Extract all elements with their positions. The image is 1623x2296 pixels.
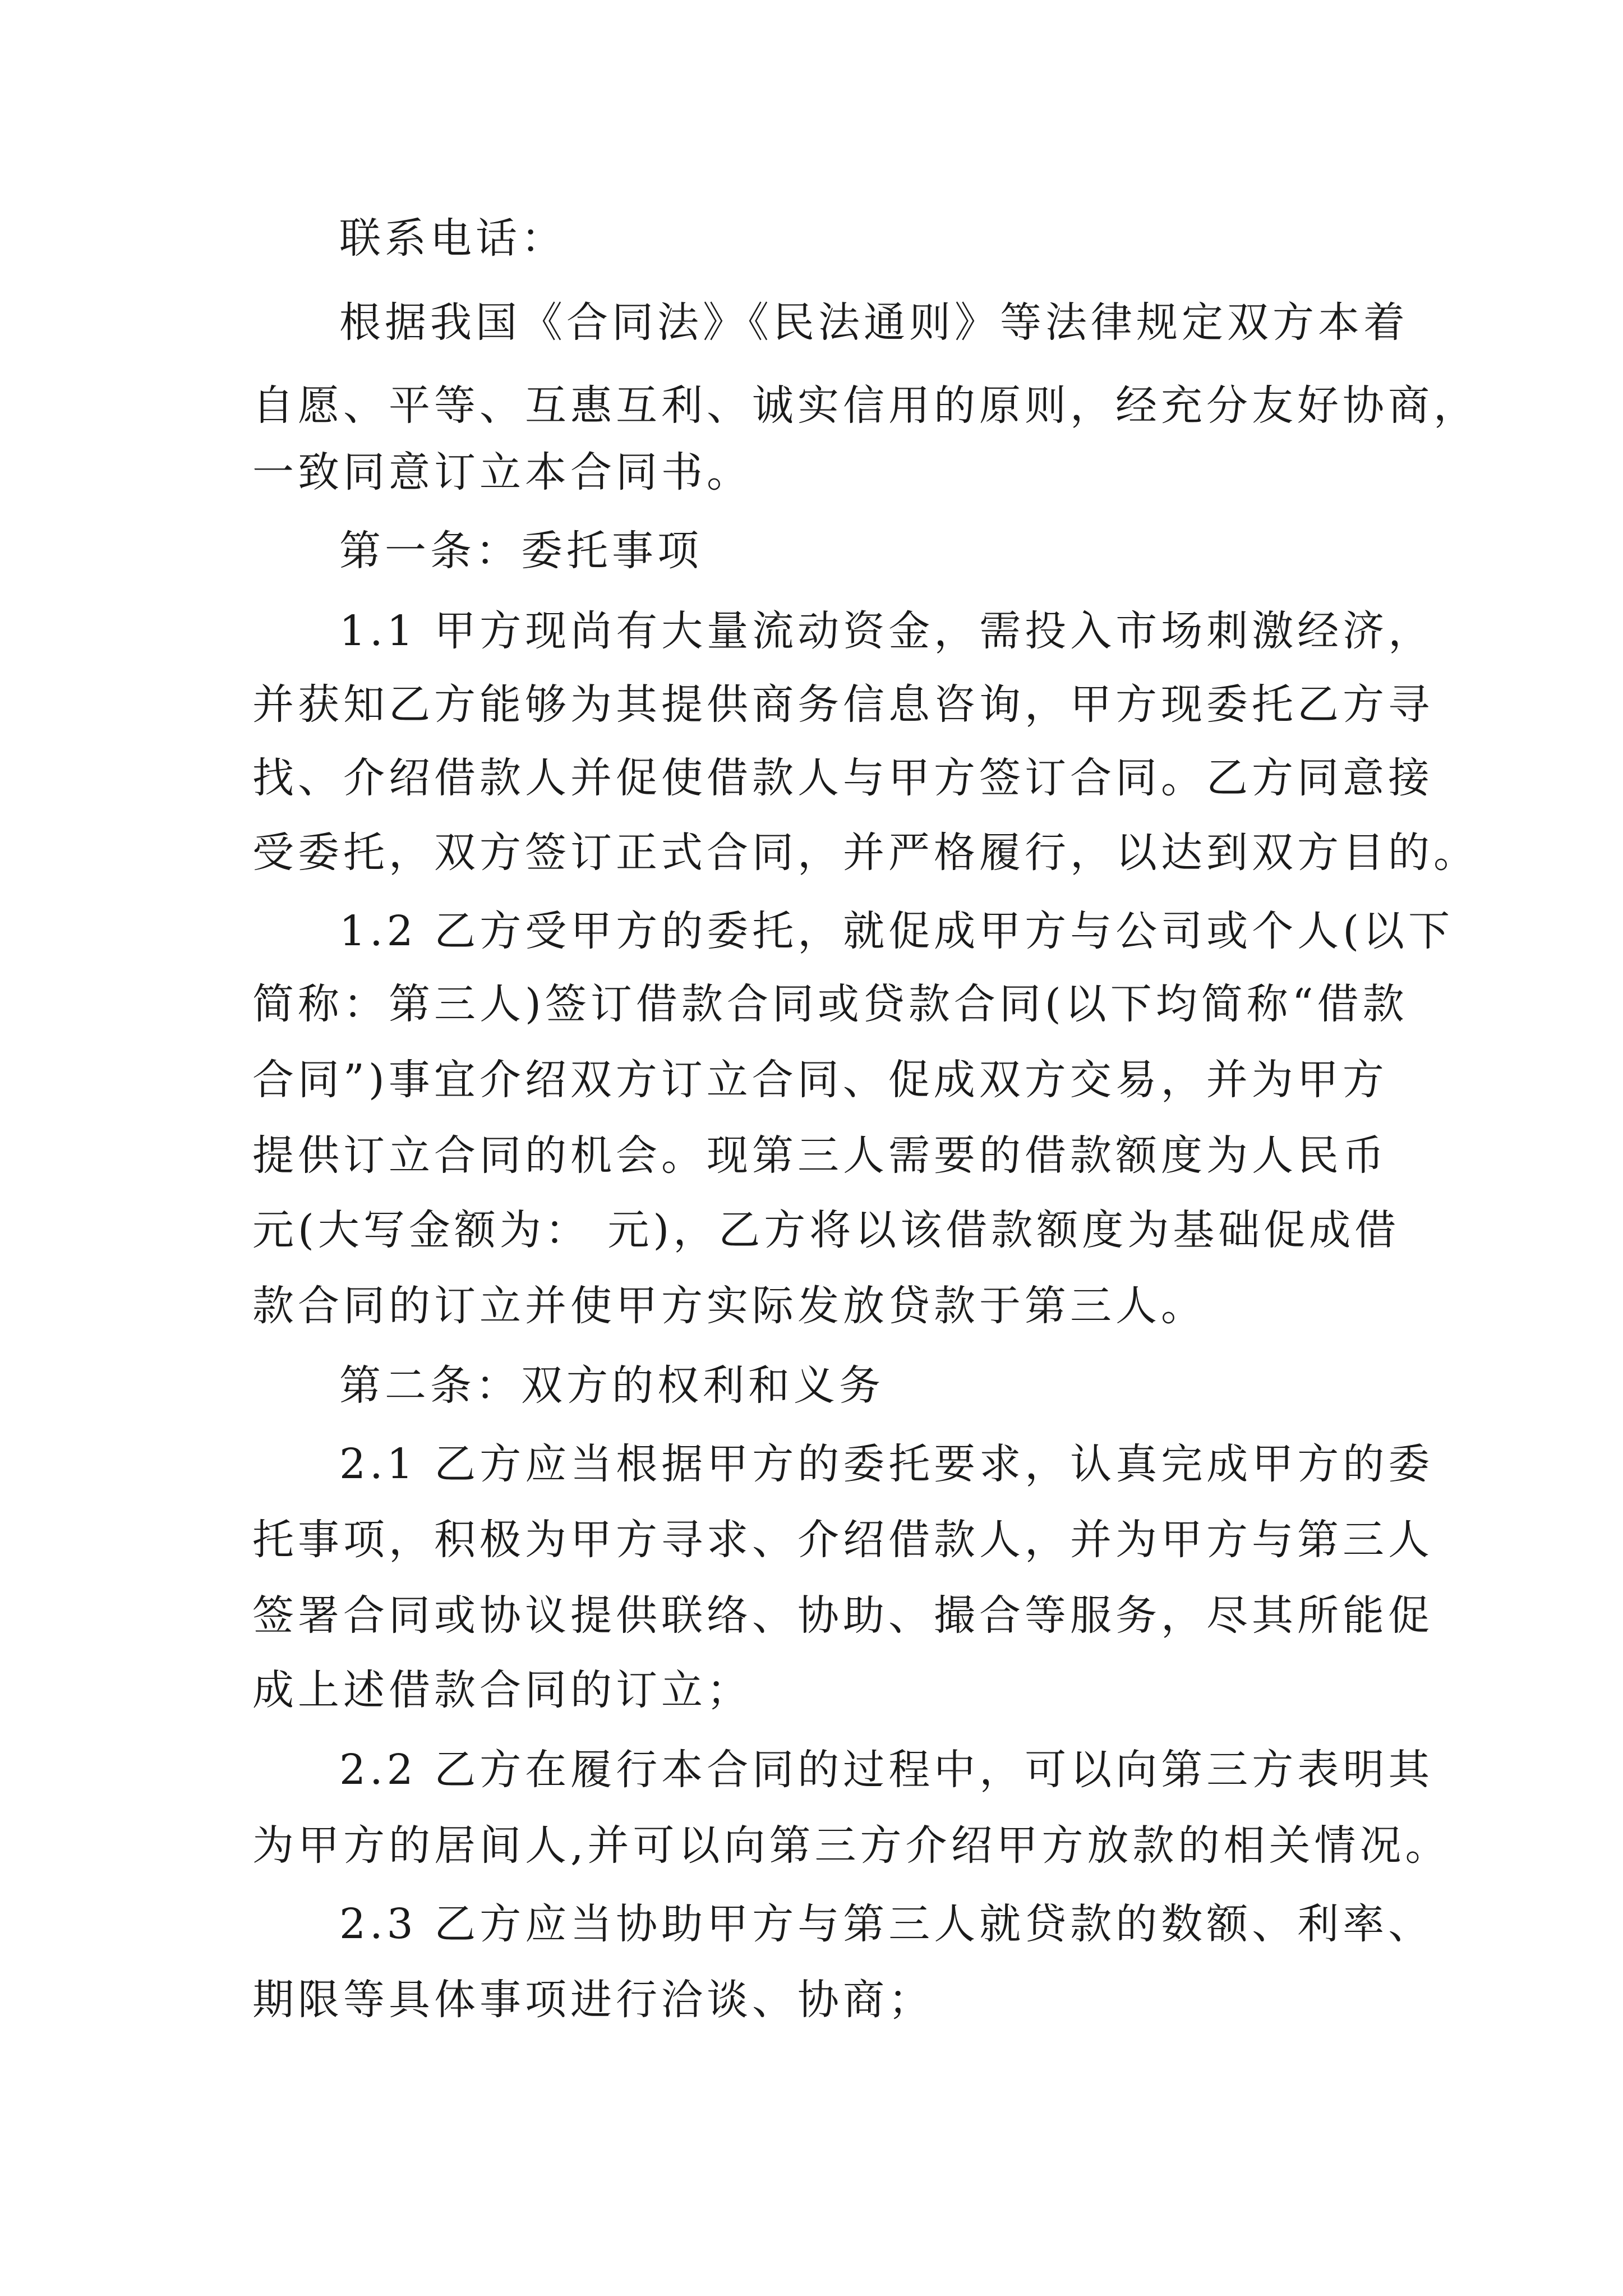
clause-1-2-line: 简称：第三人)签订借款合同或贷款合同(以下均简称“借款: [252, 980, 1408, 1028]
clause-2-3-line: 2.3 乙方应当协助甲方与第三人就贷款的数额、利率、: [339, 1900, 1434, 1948]
clause-1-1-line: 并获知乙方能够为其提供商务信息咨询，甲方现委托乙方寻: [252, 680, 1433, 729]
clause-2-2-line: 2.2 乙方在履行本合同的过程中，可以向第三方表明其: [339, 1746, 1434, 1794]
preamble-line: 一致同意订立本合同书。: [252, 448, 752, 496]
clause-1-2-line: 款合同的订立并使甲方实际发放贷款于第三人。: [252, 1282, 1206, 1330]
clause-2-2-line: 为甲方的居间人,并可以向第三方介绍甲方放款的相关情况。: [252, 1821, 1451, 1870]
clause-1-1-line: 1.1 甲方现尚有大量流动资金，需投入市场刺激经济，: [339, 607, 1434, 655]
article-2-heading: 第二条：双方的权利和义务: [339, 1361, 884, 1410]
clause-2-1-line: 签署合同或协议提供联络、协助、撮合等服务，尽其所能促: [252, 1591, 1433, 1640]
clause-1-2-line: 元(大写金额为： 元)，乙方将以该借款额度为基础促成借: [252, 1206, 1400, 1254]
clause-2-1-line: 2.1 乙方应当根据甲方的委托要求，认真完成甲方的委: [339, 1440, 1434, 1488]
preamble-line: 根据我国《合同法》《民法通则》等法律规定双方本着: [339, 298, 1409, 347]
article-1-heading: 第一条：委托事项: [339, 527, 703, 575]
clause-1-1-line: 受委托，双方签订正式合同，并严格履行，以达到双方目的。: [252, 829, 1479, 877]
clause-1-2-line: 提供订立合同的机会。现第三人需要的借款额度为人民币: [252, 1131, 1388, 1180]
preamble-line: 自愿、平等、互惠互利、诚实信用的原则，经充分友好协商，: [252, 381, 1479, 430]
clause-2-1-line: 托事项，积极为甲方寻求、介绍借款人，并为甲方与第三人: [252, 1516, 1433, 1564]
clause-1-1-line: 找、介绍借款人并促使借款人与甲方签订合同。乙方同意接: [252, 754, 1433, 802]
clause-2-3-line: 期限等具体事项进行洽谈、协商；: [252, 1976, 934, 2024]
clause-1-2-line: 合同”)事宜介绍双方订立合同、促成双方交易，并为甲方: [252, 1056, 1388, 1104]
contact-label: 联系电话：: [339, 214, 566, 263]
clause-2-1-line: 成上述借款合同的订立；: [252, 1666, 752, 1714]
clause-1-2-line: 1.2 乙方受甲方的委托，就促成甲方与公司或个人(以下: [339, 907, 1454, 955]
